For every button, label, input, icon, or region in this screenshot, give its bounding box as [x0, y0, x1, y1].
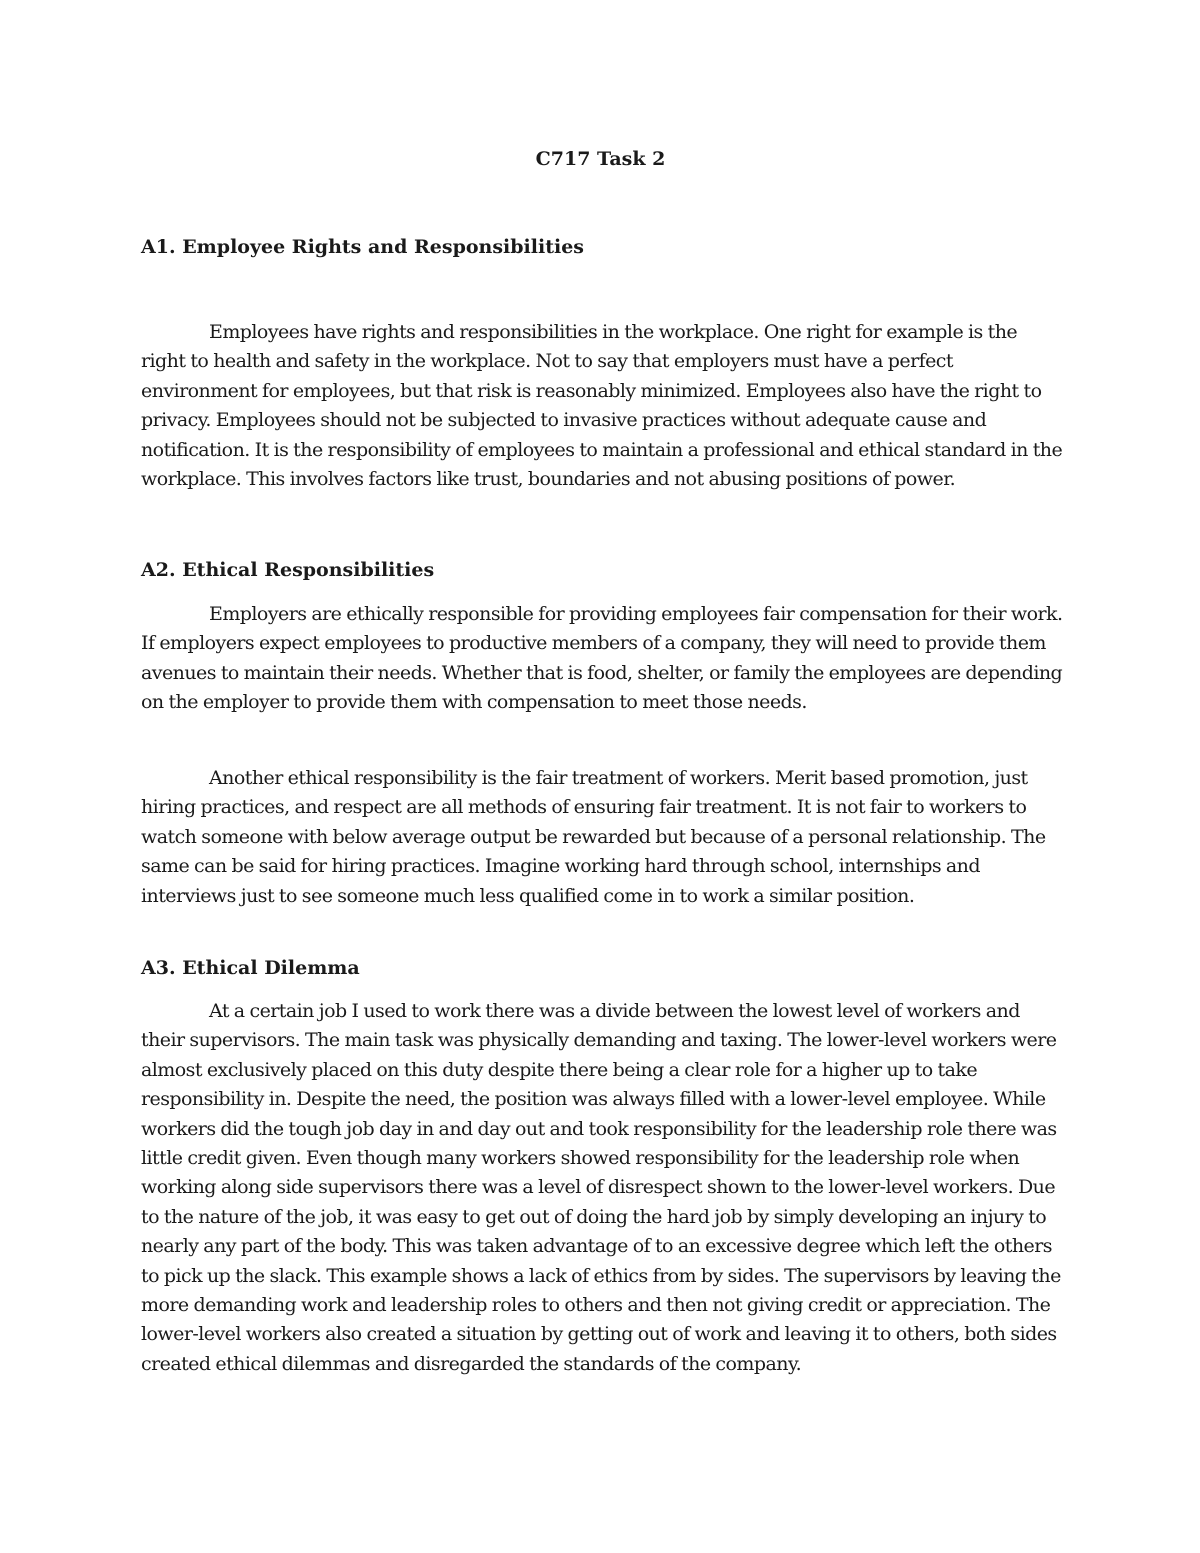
section-heading-a3: A3. Ethical Dilemma	[141, 957, 360, 979]
paragraph: Another ethical responsibility is the fair treatment of workers. Merit based promotion, just hiring practices, and respect are all methods of ensuring fair treatment. It is not fair to workers to watch someone with below average output be rewarded but because of a personal relationship. The same can be said for hiring practices. Imagine working hard through school, internships and interviews just to see someone much less qualified come in to work a similar position.	[141, 767, 1046, 907]
section-heading-a1: A1. Employee Rights and Responsibilities	[141, 236, 584, 258]
paragraph: Employees have rights and responsibilities in the workplace. One right for example is the right to health and safety in the workplace. Not to say that employers must have a perfect environment for employees, but that risk is reasonably minimized. Employees also have the right to privacy. Employees should not be subjected to invasive practices without adequate cause and notification. It is the responsibility of employees to maintain a professional and ethical standard in the workplace. This involves factors like trust, boundaries and not abusing positions of power.	[141, 321, 1063, 491]
section-heading-a2: A2. Ethical Responsibilities	[141, 559, 435, 581]
document-title: C717 Task 2	[535, 148, 666, 170]
paragraph: At a certain job I used to work there was a divide between the lowest level of workers and their supervisors. The main task was physically demanding and taxing. The lower-level workers were almost exclusively placed on this duty despite there being a clear role for a higher up to take responsibility in. Despite the need, the position was always filled with a lower-level employee. While workers did the tough job day in and day out and took responsibility for the leadership role there was little credit given. Even though many workers showed responsibility for the leadership role when working along side supervisors there was a level of disrespect shown to the lower-level workers. Due to the nature of the job, it was easy to get out of doing the hard job by simply developing an injury to nearly any part of the body. This was taken advantage of to an excessive degree which left the others to pick up the slack. This example shows a lack of ethics from by sides. The supervisors by leaving the more demanding work and leadership roles to others and then not giving credit or appreciation. The lower-level workers also created a situation by getting out of work and leaving it to others, both sides created ethical dilemmas and disregarded the standards of the company.	[141, 1000, 1061, 1375]
paragraph: Employers are ethically responsible for providing employees fair compensation for their work. If employers expect employees to productive members of a company, they will need to provide them avenues to maintain their needs. Whether that is food, shelter, or family the employees are depending on the employer to provide them with compensation to meet those needs.	[141, 603, 1063, 714]
